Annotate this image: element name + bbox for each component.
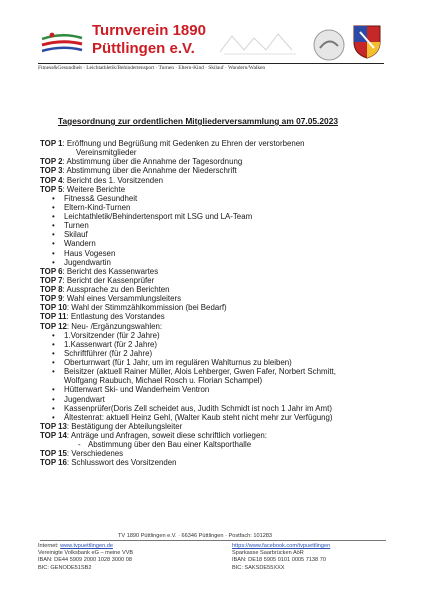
tv-logo-icon [40, 30, 84, 58]
agenda-item-number: TOP 15 [40, 449, 67, 459]
agenda-item [40, 431, 400, 440]
agenda-item-number: TOP 9 [40, 294, 63, 304]
agenda-item-text: : Aussprache zu den Berichten [62, 285, 170, 294]
agenda-item-number: TOP 7 [40, 275, 63, 285]
agenda-item [40, 303, 400, 312]
agenda-item [40, 185, 400, 194]
agenda-item [40, 312, 400, 321]
agenda-subitem: • Turnen [40, 221, 400, 230]
agenda-item-text: : Entlastung des Vorstandes [66, 312, 165, 322]
agenda-item-text: : Weitere Berichte [62, 184, 126, 194]
document-title: Tagesordnung zur ordentlichen Mitgliederversammlung am 07.05.2023 [58, 116, 339, 126]
agenda-item-number: TOP 6 [40, 266, 63, 276]
bank-name-left: Vereinigte Volksbank eG – meine VVB [38, 550, 134, 557]
bic-left: BIC: GENODE51SB2 [38, 564, 92, 571]
club-name [92, 22, 206, 58]
agenda-subitem: • Leichtathletik/Behindertensport mit LSG und LA-Team [40, 212, 400, 221]
agenda-item [40, 176, 400, 185]
website-link[interactable]: www.tvpuettlingen.de [60, 543, 113, 549]
agenda-item-text: : Neu- /Ergänzungswahlen: [66, 321, 163, 331]
agenda-subitem: • Wandern [40, 239, 400, 248]
agenda-subpoint: - Abstimmung über den Bau einer Kaltsporthalle [40, 440, 400, 449]
header-divider [38, 63, 384, 64]
agenda-item-text: : Anträge und Anfragen, soweit diese schriftlich vorliegen: [66, 431, 267, 440]
internet-label: Internet: [38, 543, 59, 549]
agenda-subitem: • 1.Vorsitzender (für 2 Jahre) [40, 331, 400, 340]
agenda-item [40, 458, 400, 467]
agenda-item-number: TOP 1 [40, 139, 63, 148]
agenda-item-continuation: Vereinsmitglieder [76, 148, 137, 158]
facebook-link[interactable]: https://www.facebook.com/tvpuettlingen [232, 543, 331, 549]
agenda-item-text: : Bericht des 1. Vorsitzenden [62, 175, 163, 185]
association-logo-icon [312, 28, 346, 62]
agenda-item [40, 276, 400, 285]
agenda-item-text: : Eröffnung und Begrüßung mit Gedenken zu Ehren der verstorbenen [62, 139, 305, 148]
club-name-line2: Püttlingen e.V. [92, 40, 195, 57]
agenda-item [40, 294, 400, 303]
town-crest-icon [352, 22, 382, 60]
iban-right: IBAN: DE18 5905 0101 0005 7138 70 [232, 557, 326, 564]
agenda-subitem: • Skilauf [40, 230, 400, 239]
agenda-item-text: : Bericht der Kassenprüfer [62, 275, 155, 285]
department-list: Fitness&Gesundheit · Leichtathletik/Behindertensport · Turnen · Eltern-Kind · Skilauf · Wandern/Walken [38, 65, 266, 71]
agenda-subitem: • Jugendwart [40, 395, 400, 404]
agenda-item-text: : Verschiedenes [66, 449, 124, 459]
agenda-item-text: : Bericht des Kassenwartes [62, 266, 159, 276]
agenda-subitem: • Schriftführer (für 2 Jahre) [40, 349, 400, 358]
bic-right: BIC: SAKSDE55XXX [232, 564, 285, 571]
agenda-subitem: • Fitness& Gesundheit [40, 194, 400, 203]
agenda-item-text: : Abstimmung über die Annahme der Niederschrift [62, 166, 237, 176]
agenda-item [40, 166, 400, 175]
agenda-item-number: TOP 13 [40, 421, 67, 431]
agenda-subitem: • Jugendwartin [40, 258, 400, 267]
agenda-item-number: TOP 3 [40, 166, 63, 176]
agenda-item-text: : Wahl eines Versammlungsleiters [62, 294, 182, 304]
agenda-item-number: TOP 11 [40, 312, 67, 322]
sketch-graphic-icon [214, 28, 304, 58]
agenda-item-number: TOP 14 [40, 431, 67, 440]
agenda-item-number: TOP 8 [40, 285, 63, 294]
agenda-item-text: : Bestätigung der Abteilungsleiter [66, 421, 183, 431]
agenda-item [40, 139, 400, 148]
agenda-item-text: : Abstimmung über die Annahme der Tagesordnung [62, 157, 243, 167]
agenda-item [40, 157, 400, 166]
agenda-item-number: TOP 10 [40, 303, 67, 313]
agenda-item-number: TOP 5 [40, 184, 63, 194]
agenda-subitem: • Eltern-Kind-Turnen [40, 203, 400, 212]
club-name-line1: Turnverein 1890 [92, 22, 206, 39]
agenda-item-number: TOP 4 [40, 175, 63, 185]
footer-internet-row [38, 543, 133, 550]
agenda-subitem: • Beisitzer (aktuell Rainer Müller, Alois Lehberger, Gwen Fafer, Norbert Schmitt, [40, 367, 400, 376]
agenda-item-number: TOP 2 [40, 157, 63, 167]
agenda-item [40, 422, 400, 431]
agenda-item [40, 449, 400, 458]
agenda-item [40, 285, 400, 294]
footer-right [232, 543, 330, 572]
agenda-item-text: : Schlusswort des Vorsitzenden [66, 458, 177, 468]
agenda-item-number: TOP 12 [40, 321, 67, 331]
agenda-item-continuation: Wolfgang Raubuch, Michael Rosch u. Florian Schampel) [64, 376, 263, 386]
agenda-item-text: : Wahl der Stimmzählkommission (bei Bedarf) [66, 303, 227, 313]
footer-left [38, 543, 133, 572]
agenda-subitem: • 1.Kassenwart (für 2 Jahre) [40, 340, 400, 349]
agenda-item [40, 267, 400, 276]
agenda-subitem: • Ältestenrat: aktuell Heinz Gehl, (Walter Kaub steht nicht mehr zur Verfügung) [40, 413, 400, 422]
agenda-subitem: • Kassenprüfer(Doris Zell scheidet aus, Judith Schmidt ist noch 1 Jahr im Amt) [40, 404, 400, 413]
agenda-item [40, 322, 400, 331]
agenda-list [40, 139, 400, 468]
agenda-subitem: • Hüttenwart Ski- und Wanderheim Ventron [40, 385, 400, 394]
agenda-subitem: • Haus Vogesen [40, 249, 400, 258]
iban-left: IBAN: DE44 5909 2000 1028 3000 08 [38, 557, 132, 564]
footer-divider [40, 540, 386, 541]
agenda-item-number: TOP 16 [40, 458, 67, 468]
footer-address: TV 1890 Püttlingen e.V. · 66346 Püttlingen · Postfach: 101283 [118, 533, 273, 539]
agenda-subitem: • Oberturnwart (für 1 Jahr, um im regulären Wahlturnus zu bleiben) [40, 358, 400, 367]
bank-name-right: Sparkasse Saarbrücken AöR [232, 550, 304, 557]
